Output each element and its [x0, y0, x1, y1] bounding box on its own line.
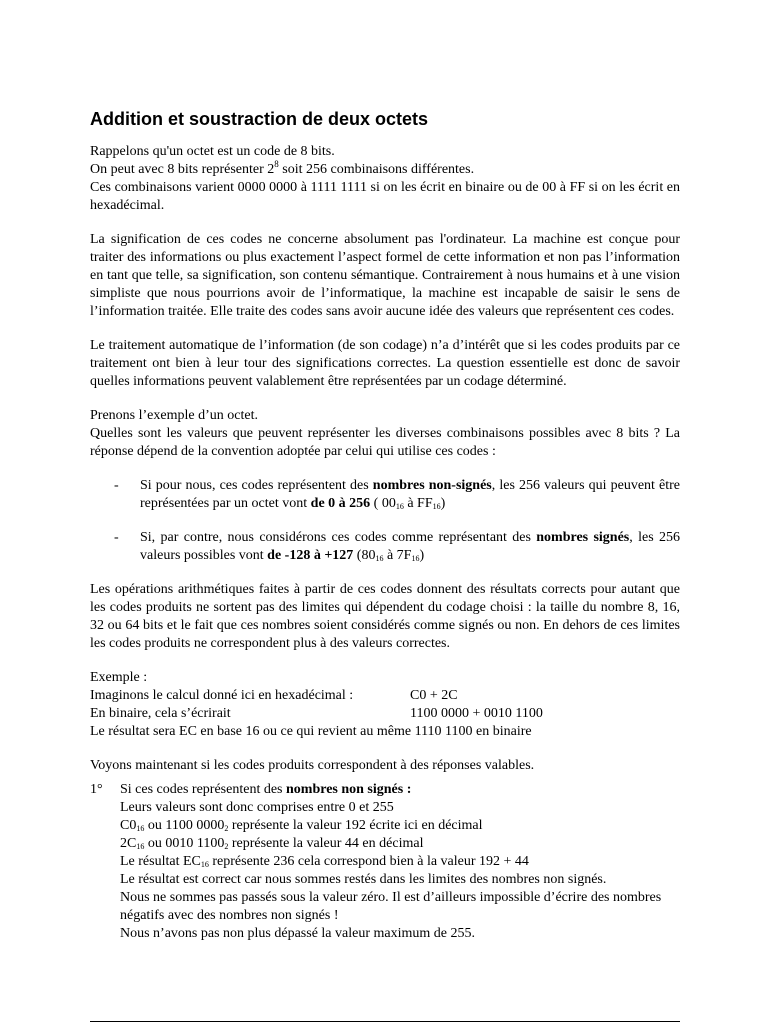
example-block [90, 669, 680, 741]
footer-rule [90, 1021, 680, 1022]
example-row-3: Le résultat sera EC en base 16 ou ce qui revient au même 1110 1100 en binaire [90, 724, 532, 739]
exponent: 8 [274, 159, 279, 169]
paragraph-operations: Les opérations arithmétiques faites à partir de ces codes donnent des résultats corrects pour autant que les codes produits ne sortent pas des limites qui dépendent du codage choisi : la taille du nombre 8, 16, 32 ou 64 bits et le fait que ces nombres soient considérés comme signés ou non. En dehors de ces limites les codes produits ne correspondent plus à des valeurs correctes. [90, 582, 680, 651]
case-number: 1° [90, 782, 103, 797]
bullet-dash: - [114, 478, 119, 493]
example-label: Exemple : [90, 670, 148, 685]
intro-line-2: On peut avec 8 bits représenter $2^8$ soit 256 combinaisons différentes. [90, 159, 475, 177]
paragraph-exemple-octet [90, 407, 680, 461]
case-1 [90, 781, 680, 943]
page-title: Addition et soustraction de deux octets [90, 109, 429, 129]
intro-paragraph [90, 143, 680, 215]
bullet-text: Si pour nous, ces codes représentent des nombres non-signés, les 256 valeurs qui peuvent être représentées par un octet vont de 0 à 256 ( $00_{16}$ à $FF_{16}$) [140, 478, 681, 511]
octet-line-2: Quelles sont les valeurs que peuvent représenter les diverses combinaisons possibles avec 8 bits ? La réponse dépend de la convention adoptée par celui qui utilise ces codes : [90, 426, 680, 459]
paragraph-traitement: Le traitement automatique de l’information (de son codage) n’a d’intérêt que si les codes produits par ce traitement ont bien à leur tour des significations correctes. La question essentielle est donc de savoir quelles informations peuvent valablement être représentées par un codage déterminé. [90, 338, 680, 389]
case-1-text: Si ces codes représentent des nombres non signés : Leurs valeurs sont donc comprises entre 0 et 255 $C0_{16}$ ou 1100 $0000_2$ représente la valeur 192 écrite ici en décimal $2C_{16}$ ou 0010 $1100_2$ représente la valeur 44 en décimal Le résultat $EC_{16}$ représente 236 cela correspond bien à la valeur 192 + 44 Le résultat est correct car nous sommes restés dans les limites des nombres non signés. Nous ne sommes pas passés sous la valeur zéro. Il est d’ailleurs impossible d’écrire des nombres négatifs avec des nombres non signés ! Nous n’avons pas non plus dépassé la valeur maximum de 255. [120, 782, 662, 941]
example-row-2: En binaire, cela s’écrirait 1100 0000 + 0010 1100 [90, 706, 543, 721]
document-page [90, 108, 680, 943]
bullet-signes [90, 529, 680, 565]
bullet-text: Si, par contre, nous considérons ces codes comme représentant des nombres signés, les 256 valeurs possibles vont de -128 à +127 ($80_{16}$ à $7F_{16}$) [140, 530, 680, 563]
paragraph-signification: La signification de ces codes ne concerne absolument pas l'ordinateur. La machine est conçue pour traiter des informations ou plus exactement l’aspect formel de cette information et non pas l’information en tant que telle, sa signification, son contenu sémantique. Contrairement à nous humains et à une vision simpliste que nous pourrions avoir de l’informatique, la machine est incapable de saisir le sens de l’information traitée. Elle traite des codes sans avoir aucune idée des valeurs que représentent ces codes. [90, 232, 680, 319]
intro-line-3: Ces combinaisons varient 0000 0000 à 1111 1111 si on les écrit en binaire ou de 00 à FF si on les écrit en hexadécimal. [90, 180, 680, 213]
bullet-non-signes [90, 477, 680, 513]
paragraph-voyons: Voyons maintenant si les codes produits correspondent à des réponses valables. [90, 758, 535, 773]
bullet-dash: - [114, 530, 119, 545]
intro-line-1: Rappelons qu'un octet est un code de 8 bits. [90, 144, 335, 159]
example-row-1: Imaginons le calcul donné ici en hexadécimal : C0 + 2C [90, 688, 458, 703]
octet-line-1: Prenons l’exemple d’un octet. [90, 408, 258, 423]
